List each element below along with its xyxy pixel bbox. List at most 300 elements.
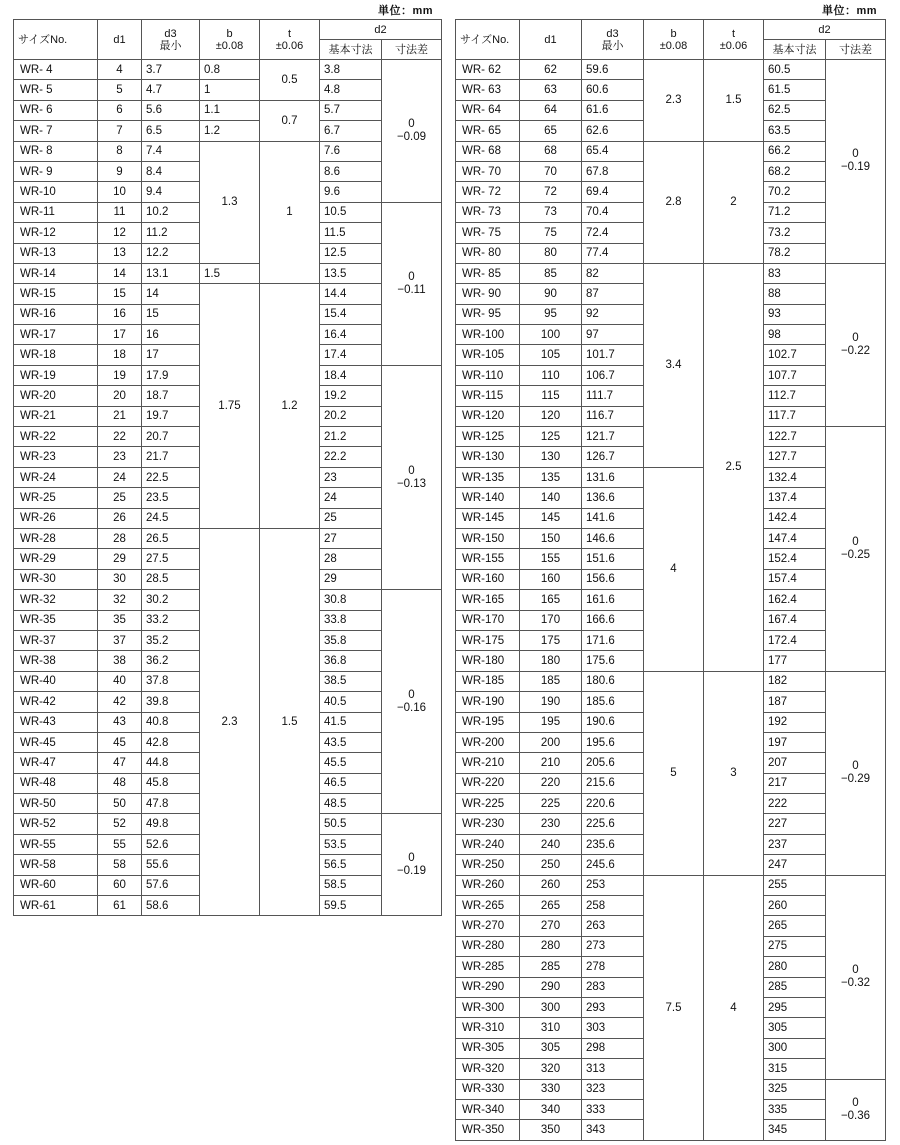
unit-label-right: 単位：mm	[822, 5, 878, 17]
d1-cell: 17	[98, 325, 142, 345]
d1-cell: 115	[520, 386, 582, 406]
d2-basic-cell: 19.2	[320, 386, 382, 406]
d2-basic-cell: 137.4	[764, 488, 826, 508]
d2-basic-cell: 60.5	[764, 60, 826, 80]
d2-basic-cell: 25	[320, 508, 382, 528]
d2-basic-cell: 152.4	[764, 549, 826, 569]
d2-basic-cell: 157.4	[764, 569, 826, 589]
d1-cell: 68	[520, 141, 582, 161]
size-cell: WR-12	[14, 223, 98, 243]
d1-cell: 19	[98, 365, 142, 385]
d2-basic-cell: 260	[764, 896, 826, 916]
tolerance-upper: 0	[852, 760, 859, 773]
size-cell: WR-48	[14, 773, 98, 793]
d2-tolerance-cell	[382, 590, 442, 814]
d3-cell: 28.5	[142, 569, 200, 589]
d2-basic-cell: 17.4	[320, 345, 382, 365]
d3-cell: 190.6	[582, 712, 644, 732]
d3-cell: 7.4	[142, 141, 200, 161]
d2-tolerance-cell	[382, 814, 442, 916]
d3-cell: 42.8	[142, 732, 200, 752]
d2-tolerance-cell	[826, 427, 886, 672]
d1-cell: 310	[520, 1018, 582, 1038]
d3-cell: 55.6	[142, 855, 200, 875]
d3-cell: 26.5	[142, 528, 200, 548]
size-table-left	[13, 19, 442, 916]
d1-cell: 175	[520, 630, 582, 650]
d3-cell: 37.8	[142, 671, 200, 691]
d1-cell: 52	[98, 814, 142, 834]
d1-cell: 35	[98, 610, 142, 630]
d2-basic-cell: 35.8	[320, 630, 382, 650]
d3-cell: 175.6	[582, 651, 644, 671]
size-cell: WR-16	[14, 304, 98, 324]
d2-basic-cell: 41.5	[320, 712, 382, 732]
size-cell: WR-270	[456, 916, 520, 936]
d3-cell: 33.2	[142, 610, 200, 630]
size-cell: WR-15	[14, 284, 98, 304]
table-row	[14, 100, 442, 120]
d3-cell: 131.6	[582, 467, 644, 487]
table-row	[14, 80, 442, 100]
d2-basic-cell: 122.7	[764, 427, 826, 447]
size-cell: WR-23	[14, 447, 98, 467]
header-d3-min: 最小	[159, 39, 182, 52]
d3-cell: 283	[582, 977, 644, 997]
tolerance-lower: −0.25	[840, 548, 871, 561]
d2-basic-cell: 43.5	[320, 732, 382, 752]
size-cell: WR-185	[456, 671, 520, 691]
d1-cell: 220	[520, 773, 582, 793]
d1-cell: 300	[520, 997, 582, 1017]
size-cell: WR-37	[14, 630, 98, 650]
d2-basic-cell: 207	[764, 753, 826, 773]
d1-cell: 25	[98, 488, 142, 508]
size-cell: WR-305	[456, 1038, 520, 1058]
t-cell: 1.5	[704, 60, 764, 142]
size-cell: WR-13	[14, 243, 98, 263]
d3-cell: 343	[582, 1120, 644, 1140]
size-cell: WR- 72	[456, 182, 520, 202]
b-cell: 1.3	[200, 141, 260, 263]
d2-tolerance-cell	[826, 1079, 886, 1140]
tolerance-upper: 0	[408, 270, 415, 283]
d2-basic-cell: 255	[764, 875, 826, 895]
d1-cell: 240	[520, 834, 582, 854]
size-cell: WR- 75	[456, 223, 520, 243]
d2-tolerance-cell	[382, 202, 442, 365]
d2-basic-cell: 45.5	[320, 753, 382, 773]
d3-cell: 59.6	[582, 60, 644, 80]
d1-cell: 47	[98, 753, 142, 773]
d2-basic-cell: 127.7	[764, 447, 826, 467]
size-cell: WR-285	[456, 957, 520, 977]
d2-basic-cell: 112.7	[764, 386, 826, 406]
size-cell: WR-290	[456, 977, 520, 997]
size-cell: WR-145	[456, 508, 520, 528]
size-cell: WR-155	[456, 549, 520, 569]
d3-cell: 52.6	[142, 834, 200, 854]
d2-basic-cell: 117.7	[764, 406, 826, 426]
d2-basic-cell: 9.6	[320, 182, 382, 202]
size-cell: WR- 95	[456, 304, 520, 324]
b-cell: 2.3	[200, 528, 260, 915]
size-cell: WR-220	[456, 773, 520, 793]
d2-basic-cell: 162.4	[764, 590, 826, 610]
t-cell: 4	[704, 875, 764, 1140]
d3-cell: 17.9	[142, 365, 200, 385]
d1-cell: 340	[520, 1099, 582, 1119]
d2-basic-cell: 13.5	[320, 263, 382, 283]
d3-cell: 141.6	[582, 508, 644, 528]
size-cell: WR-130	[456, 447, 520, 467]
header-b	[200, 20, 260, 60]
d2-basic-cell: 147.4	[764, 528, 826, 548]
header-d2: d2	[320, 20, 442, 40]
d2-basic-cell: 30.8	[320, 590, 382, 610]
d1-cell: 110	[520, 365, 582, 385]
d2-basic-cell: 61.5	[764, 80, 826, 100]
d1-cell: 9	[98, 161, 142, 181]
size-cell: WR-190	[456, 692, 520, 712]
d3-cell: 15	[142, 304, 200, 324]
size-cell: WR-340	[456, 1099, 520, 1119]
d2-basic-cell: 5.7	[320, 100, 382, 120]
d2-basic-cell: 7.6	[320, 141, 382, 161]
table-row	[14, 141, 442, 161]
d2-basic-cell: 29	[320, 569, 382, 589]
d1-cell: 64	[520, 100, 582, 120]
d3-cell: 24.5	[142, 508, 200, 528]
d3-cell: 278	[582, 957, 644, 977]
size-cell: WR-250	[456, 855, 520, 875]
size-cell: WR- 64	[456, 100, 520, 120]
size-cell: WR-230	[456, 814, 520, 834]
d1-cell: 58	[98, 855, 142, 875]
d1-cell: 43	[98, 712, 142, 732]
d1-cell: 210	[520, 753, 582, 773]
size-cell: WR-38	[14, 651, 98, 671]
d3-cell: 45.8	[142, 773, 200, 793]
d1-cell: 265	[520, 896, 582, 916]
d2-basic-cell: 6.7	[320, 121, 382, 141]
b-cell: 0.8	[200, 60, 260, 80]
d2-basic-cell: 83	[764, 263, 826, 283]
d3-cell: 40.8	[142, 712, 200, 732]
d1-cell: 170	[520, 610, 582, 630]
d2-basic-cell: 70.2	[764, 182, 826, 202]
size-cell: WR-42	[14, 692, 98, 712]
d3-cell: 21.7	[142, 447, 200, 467]
t-cell: 2.5	[704, 263, 764, 671]
d1-cell: 70	[520, 161, 582, 181]
d3-cell: 12.2	[142, 243, 200, 263]
d1-cell: 26	[98, 508, 142, 528]
table-row	[456, 141, 886, 161]
size-cell: WR- 70	[456, 161, 520, 181]
d3-cell: 77.4	[582, 243, 644, 263]
b-cell: 5	[644, 671, 704, 875]
size-cell: WR-18	[14, 345, 98, 365]
table-row	[14, 60, 442, 80]
d3-cell: 23.5	[142, 488, 200, 508]
d3-cell: 185.6	[582, 692, 644, 712]
d1-cell: 100	[520, 325, 582, 345]
size-cell: WR- 85	[456, 263, 520, 283]
d1-cell: 185	[520, 671, 582, 691]
d2-basic-cell: 66.2	[764, 141, 826, 161]
d3-cell: 13.1	[142, 263, 200, 283]
size-cell: WR- 65	[456, 121, 520, 141]
d1-cell: 63	[520, 80, 582, 100]
d3-cell: 333	[582, 1099, 644, 1119]
d3-cell: 57.6	[142, 875, 200, 895]
d3-cell: 263	[582, 916, 644, 936]
size-cell: WR-58	[14, 855, 98, 875]
d2-basic-cell: 4.8	[320, 80, 382, 100]
size-cell: WR-240	[456, 834, 520, 854]
size-cell: WR- 7	[14, 121, 98, 141]
d1-cell: 48	[98, 773, 142, 793]
d3-cell: 195.6	[582, 732, 644, 752]
b-cell: 1.1	[200, 100, 260, 120]
d3-cell: 6.5	[142, 121, 200, 141]
d2-basic-cell: 3.8	[320, 60, 382, 80]
d1-cell: 90	[520, 284, 582, 304]
d1-cell: 15	[98, 284, 142, 304]
d1-cell: 40	[98, 671, 142, 691]
size-cell: WR-24	[14, 467, 98, 487]
d3-cell: 151.6	[582, 549, 644, 569]
tolerance-lower: −0.13	[396, 477, 427, 490]
size-cell: WR-330	[456, 1079, 520, 1099]
size-table-right	[455, 19, 886, 1141]
d3-cell: 17	[142, 345, 200, 365]
d2-basic-cell: 38.5	[320, 671, 382, 691]
size-cell: WR-175	[456, 630, 520, 650]
d2-basic-cell: 265	[764, 916, 826, 936]
header-d3	[142, 20, 200, 60]
d1-cell: 22	[98, 427, 142, 447]
d2-basic-cell: 59.5	[320, 896, 382, 916]
d2-basic-cell: 93	[764, 304, 826, 324]
size-cell: WR- 80	[456, 243, 520, 263]
d2-basic-cell: 50.5	[320, 814, 382, 834]
header-d3-min: 最小	[601, 39, 624, 52]
d3-cell: 9.4	[142, 182, 200, 202]
d1-cell: 60	[98, 875, 142, 895]
d2-basic-cell: 285	[764, 977, 826, 997]
tolerance-upper: 0	[852, 535, 859, 548]
tolerance-lower: −0.09	[396, 130, 427, 143]
t-cell: 2	[704, 141, 764, 263]
d2-basic-cell: 73.2	[764, 223, 826, 243]
d1-cell: 95	[520, 304, 582, 324]
size-cell: WR- 6	[14, 100, 98, 120]
table-row	[14, 121, 442, 141]
d1-cell: 65	[520, 121, 582, 141]
size-cell: WR-120	[456, 406, 520, 426]
d3-cell: 5.6	[142, 100, 200, 120]
d2-basic-cell: 46.5	[320, 773, 382, 793]
size-cell: WR-170	[456, 610, 520, 630]
size-cell: WR-10	[14, 182, 98, 202]
table-row	[456, 467, 886, 487]
d2-basic-cell: 142.4	[764, 508, 826, 528]
d1-cell: 130	[520, 447, 582, 467]
d2-basic-cell: 187	[764, 692, 826, 712]
header-d2-tolerance: 寸法差	[382, 40, 442, 60]
d2-basic-cell: 167.4	[764, 610, 826, 630]
d3-cell: 225.6	[582, 814, 644, 834]
d3-cell: 323	[582, 1079, 644, 1099]
b-cell: 3.4	[644, 263, 704, 467]
b-cell: 1.2	[200, 121, 260, 141]
d1-cell: 270	[520, 916, 582, 936]
size-cell: WR-350	[456, 1120, 520, 1140]
size-cell: WR-310	[456, 1018, 520, 1038]
d2-basic-cell: 12.5	[320, 243, 382, 263]
d2-basic-cell: 63.5	[764, 121, 826, 141]
size-cell: WR-110	[456, 365, 520, 385]
d1-cell: 6	[98, 100, 142, 120]
size-cell: WR-180	[456, 651, 520, 671]
size-cell: WR-30	[14, 569, 98, 589]
d2-basic-cell: 8.6	[320, 161, 382, 181]
d3-cell: 111.7	[582, 386, 644, 406]
d1-cell: 125	[520, 427, 582, 447]
header-t-tolerance: ±0.06	[719, 39, 748, 52]
d1-cell: 150	[520, 528, 582, 548]
table-row	[456, 60, 886, 80]
d2-basic-cell: 217	[764, 773, 826, 793]
d1-cell: 200	[520, 732, 582, 752]
d2-basic-cell: 107.7	[764, 365, 826, 385]
d3-cell: 69.4	[582, 182, 644, 202]
d2-basic-cell: 21.2	[320, 427, 382, 447]
size-cell: WR-21	[14, 406, 98, 426]
t-cell: 0.7	[260, 100, 320, 141]
t-cell: 3	[704, 671, 764, 875]
size-cell: WR- 8	[14, 141, 98, 161]
d3-cell: 3.7	[142, 60, 200, 80]
d2-basic-cell: 325	[764, 1079, 826, 1099]
table-row	[14, 284, 442, 304]
d3-cell: 87	[582, 284, 644, 304]
d2-basic-cell: 192	[764, 712, 826, 732]
d1-cell: 230	[520, 814, 582, 834]
d2-tolerance-cell	[826, 60, 886, 264]
d2-basic-cell: 18.4	[320, 365, 382, 385]
d3-cell: 16	[142, 325, 200, 345]
header-d2-basic: 基本寸法	[764, 40, 826, 60]
d3-cell: 106.7	[582, 365, 644, 385]
d1-cell: 21	[98, 406, 142, 426]
d2-basic-cell: 16.4	[320, 325, 382, 345]
d2-basic-cell: 56.5	[320, 855, 382, 875]
d2-basic-cell: 295	[764, 997, 826, 1017]
d3-cell: 35.2	[142, 630, 200, 650]
size-cell: WR-60	[14, 875, 98, 895]
d3-cell: 166.6	[582, 610, 644, 630]
d3-cell: 161.6	[582, 590, 644, 610]
d1-cell: 7	[98, 121, 142, 141]
d2-basic-cell: 237	[764, 834, 826, 854]
size-cell: WR-225	[456, 794, 520, 814]
tolerance-upper: 0	[852, 1096, 859, 1109]
d1-cell: 61	[98, 896, 142, 916]
d3-cell: 72.4	[582, 223, 644, 243]
table-row	[14, 528, 442, 548]
d1-cell: 72	[520, 182, 582, 202]
d1-cell: 350	[520, 1120, 582, 1140]
d3-cell: 14	[142, 284, 200, 304]
header-d3	[582, 20, 644, 60]
d1-cell: 155	[520, 549, 582, 569]
tolerance-lower: −0.11	[397, 283, 426, 296]
d2-basic-cell: 40.5	[320, 692, 382, 712]
d1-cell: 55	[98, 834, 142, 854]
t-cell: 1	[260, 141, 320, 284]
d2-basic-cell: 197	[764, 732, 826, 752]
d1-cell: 62	[520, 60, 582, 80]
d1-cell: 75	[520, 223, 582, 243]
size-cell: WR-100	[456, 325, 520, 345]
d1-cell: 13	[98, 243, 142, 263]
size-cell: WR-195	[456, 712, 520, 732]
d1-cell: 305	[520, 1038, 582, 1058]
d2-tolerance-cell	[826, 875, 886, 1079]
d2-basic-cell: 58.5	[320, 875, 382, 895]
header-b-tolerance: ±0.08	[659, 39, 688, 52]
d2-basic-cell: 78.2	[764, 243, 826, 263]
size-cell: WR-200	[456, 732, 520, 752]
d2-tolerance-cell	[826, 671, 886, 875]
d1-cell: 11	[98, 202, 142, 222]
header-b-tolerance: ±0.08	[215, 39, 244, 52]
size-cell: WR- 90	[456, 284, 520, 304]
header-t-symbol: t	[287, 27, 292, 40]
d3-cell: 18.7	[142, 386, 200, 406]
d1-cell: 330	[520, 1079, 582, 1099]
size-cell: WR- 9	[14, 161, 98, 181]
d3-cell: 293	[582, 997, 644, 1017]
d2-basic-cell: 48.5	[320, 794, 382, 814]
d2-basic-cell: 88	[764, 284, 826, 304]
d1-cell: 85	[520, 263, 582, 283]
d3-cell: 171.6	[582, 630, 644, 650]
d2-basic-cell: 227	[764, 814, 826, 834]
b-cell: 4	[644, 467, 704, 671]
d2-tolerance-cell	[382, 365, 442, 589]
d3-cell: 11.2	[142, 223, 200, 243]
tolerance-upper: 0	[408, 117, 415, 130]
d3-cell: 30.2	[142, 590, 200, 610]
d3-cell: 258	[582, 896, 644, 916]
d1-cell: 20	[98, 386, 142, 406]
d1-cell: 14	[98, 263, 142, 283]
d3-cell: 27.5	[142, 549, 200, 569]
d3-cell: 82	[582, 263, 644, 283]
d2-basic-cell: 36.8	[320, 651, 382, 671]
d3-cell: 273	[582, 936, 644, 956]
d3-cell: 10.2	[142, 202, 200, 222]
d3-cell: 235.6	[582, 834, 644, 854]
d3-cell: 65.4	[582, 141, 644, 161]
d1-cell: 140	[520, 488, 582, 508]
size-cell: WR-14	[14, 263, 98, 283]
size-cell: WR-35	[14, 610, 98, 630]
